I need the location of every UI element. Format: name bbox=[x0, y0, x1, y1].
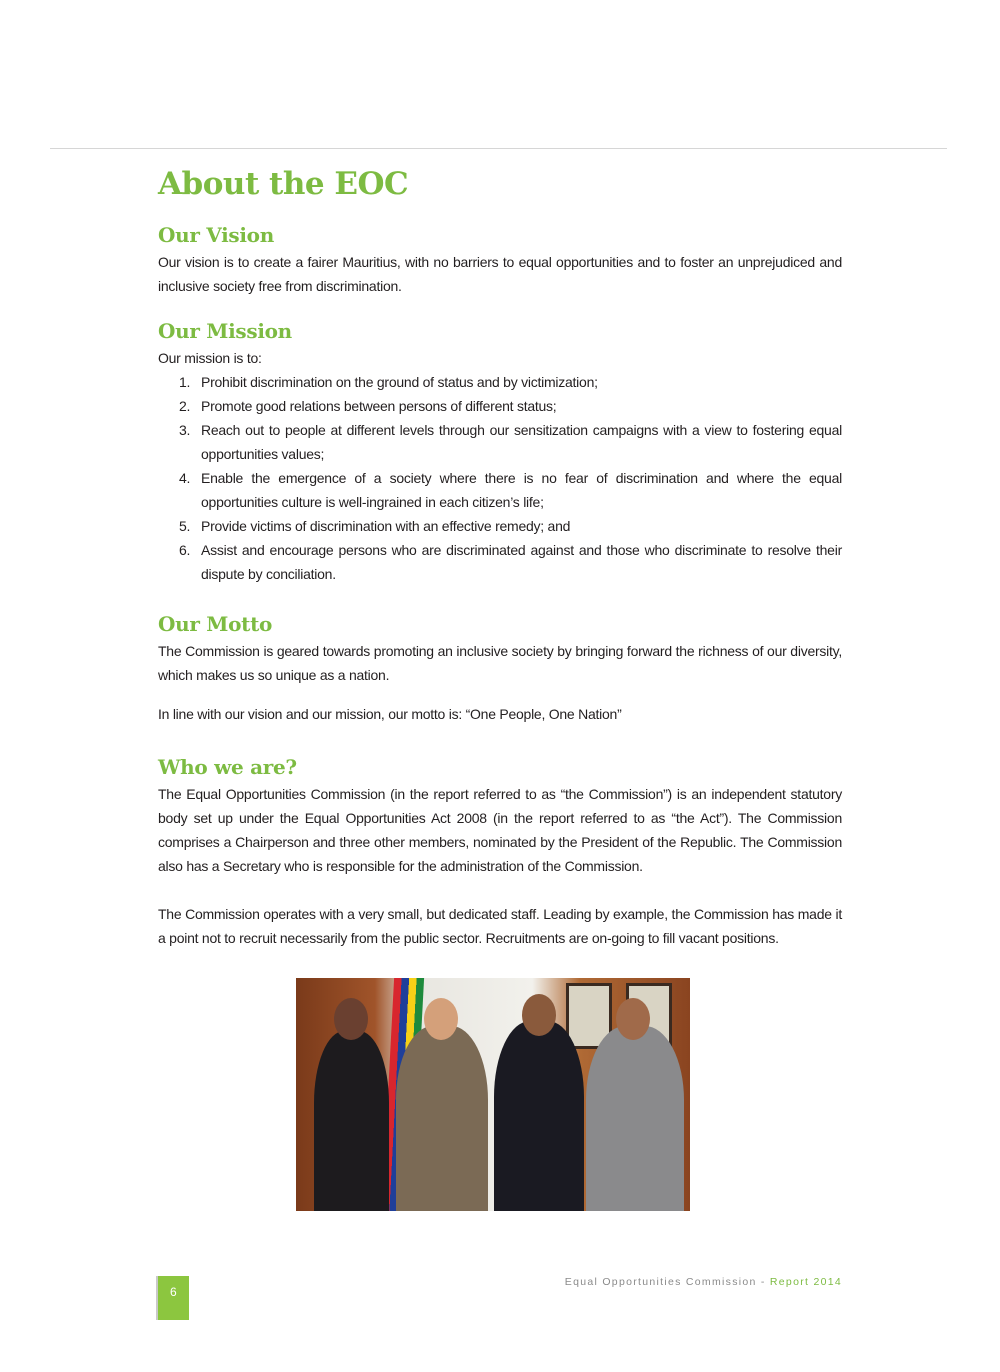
who-text-1: The Equal Opportunities Commission (in the report referred to as “the Commission”) is an independent statutory body set up under the Equal Opportunities Act 2008 (in the report referred to as “the Act”). The Commission comprises a Chairperson and three other members, nominated by the President of the Republic. The Commission also has a Secretary who is responsible for the administration of the Commission. bbox=[158, 786, 842, 874]
list-item: 3. Reach out to people at different levels through our sensitization campaigns with a view to fostering equal opportunities values; bbox=[179, 422, 842, 462]
motto-heading: Our Motto bbox=[158, 612, 273, 636]
motto-line: In line with our vision and our mission, our motto is: “One People, One Nation” bbox=[158, 706, 622, 722]
list-item: 4. Enable the emergence of a society where there is no fear of discrimination and where the equal opportunities culture is well-ingrained in each citizen’s life; bbox=[179, 470, 842, 510]
header-rule bbox=[50, 148, 947, 149]
footer-text: Equal Opportunities Commission - Report 2014 bbox=[564, 1276, 842, 1288]
vision-heading: Our Vision bbox=[158, 223, 274, 247]
page-title: About the EOC bbox=[158, 166, 409, 202]
mission-intro: Our mission is to: bbox=[158, 350, 262, 366]
vision-text: Our vision is to create a fairer Mauritius, with no barriers to equal opportunities and to foster an unprejudiced and inclusive society free from discrimination. bbox=[158, 254, 842, 294]
list-item: 2. Promote good relations between persons of different status; bbox=[179, 398, 557, 414]
mission-list bbox=[158, 370, 842, 586]
who-text-2: The Commission operates with a very small, but dedicated staff. Leading by example, the Commission has made it a point not to recruit necessarily from the public sector. Recruitments are on-going to fill vacant positions. bbox=[158, 906, 842, 946]
motto-text: The Commission is geared towards promoting an inclusive society by bringing forward the richness of our diversity, which makes us so unique as a nation. bbox=[158, 643, 842, 683]
list-item: 5. Provide victims of discrimination with an effective remedy; and bbox=[179, 518, 571, 534]
list-item: 1. Prohibit discrimination on the ground of status and by victimization; bbox=[179, 374, 598, 390]
commission-photo bbox=[296, 978, 690, 1211]
page-number: 6 bbox=[170, 1285, 177, 1299]
mission-heading: Our Mission bbox=[158, 319, 292, 343]
who-heading: Who we are? bbox=[158, 755, 297, 779]
list-item: 6. Assist and encourage persons who are discriminated against and those who discriminate to resolve their dispute by conciliation. bbox=[179, 542, 842, 582]
